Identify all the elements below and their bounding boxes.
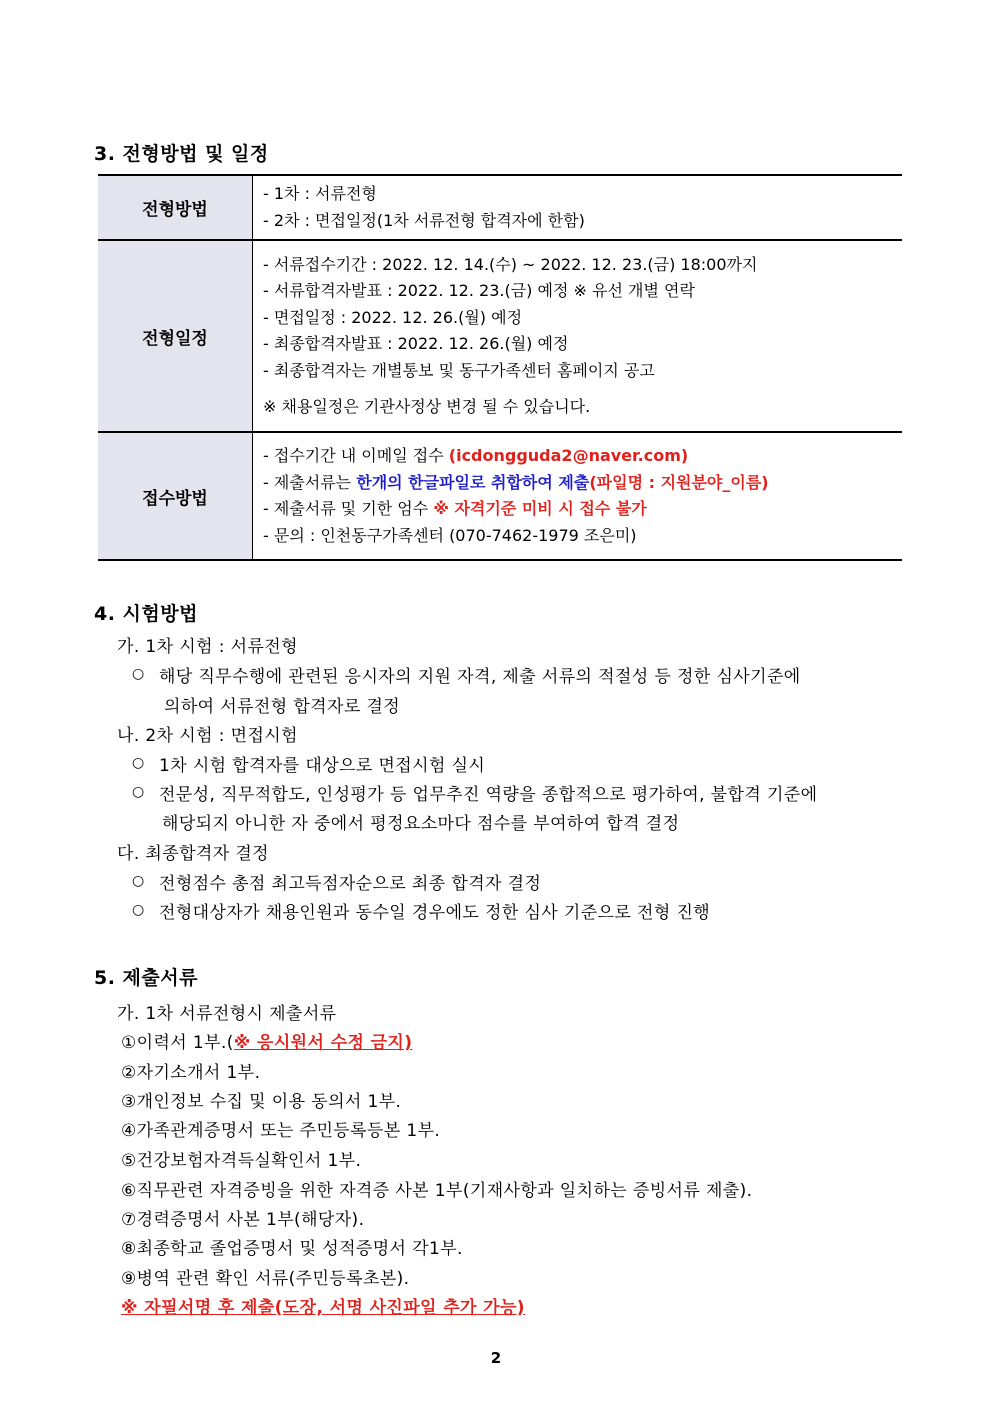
list-item: ⑨병역 관련 확인 서류(주민등록초본).: [121, 1269, 410, 1289]
list-item: ⑥직무관련 자격증빙을 위한 자격증 사본 1부(기재사항과 일치하는 증빙서류 제출).: [121, 1181, 753, 1201]
line-text: - 제출서류는: [263, 472, 357, 492]
row-line: - 문의 : 인천동구가족센터 (070-7462-1979 조은미): [263, 525, 637, 545]
list-item: ⑦경력증명서 사본 1부(해당자).: [121, 1210, 365, 1230]
bullet-circle-icon: ○: [132, 902, 145, 918]
row-line: - 최종합격자는 개별통보 및 동구가족센터 홈페이지 공고: [263, 360, 655, 380]
row-value: [253, 175, 903, 240]
page-number: 2: [490, 1349, 502, 1367]
sub-heading: 가. 1차 시험 : 서류전형: [117, 637, 298, 657]
list-item: ⑤건강보험자격득실확인서 1부.: [121, 1151, 362, 1171]
sub-heading: 다. 최종합격자 결정: [117, 844, 269, 864]
list-item: 의하여 서류전형 합격자로 결정: [164, 697, 401, 717]
table-row: [98, 175, 902, 240]
list-item: ⑧최종학교 졸업증명서 및 성적증명서 각1부.: [121, 1239, 463, 1259]
email-address: (icdongguda2@naver.com): [448, 446, 689, 465]
row-line: [263, 496, 892, 523]
row-label: 접수방법: [98, 432, 253, 560]
final-note: ※ 자필서명 후 제출(도장, 서명 사진파일 추가 가능): [121, 1298, 525, 1318]
row-line: [263, 470, 892, 497]
row-line: - 2차 : 면접일정(1차 서류전형 합격자에 한함): [263, 210, 585, 230]
line-text: - 접수기간 내 이메일 접수: [263, 446, 449, 465]
table-row: [98, 240, 902, 432]
warning-text: ※ 자격기준 미비 시 접수 불가: [433, 499, 647, 518]
bullet-circle-icon: ○: [132, 666, 145, 682]
file-name-rule: (파일명 : 지원분야_이름): [589, 472, 769, 492]
section4-title: 4. 시험방법: [94, 603, 198, 625]
list-item: 전형대상자가 채용인원과 동수일 경우에도 정한 심사 기준으로 전형 진행: [159, 903, 711, 923]
bullet-circle-icon: ○: [132, 784, 145, 800]
sub-heading: 가. 1차 서류전형시 제출서류: [117, 1004, 337, 1024]
row-line: - 1차 : 서류전형: [263, 184, 377, 203]
row-line: [263, 443, 892, 470]
warning-text: ※ 응시원서 수정 금지): [233, 1033, 413, 1053]
list-item: 해당 직무수행에 관련된 응시자의 지원 자격, 제출 서류의 적절성 등 정한 심사기준에: [159, 667, 801, 687]
row-label: 전형방법: [98, 175, 253, 240]
list-item: ④가족관계증명서 또는 주민등록등본 1부.: [121, 1121, 441, 1141]
section3-title: 3. 전형방법 및 일정: [94, 143, 269, 165]
item-text: ①이력서 1부.(: [121, 1033, 234, 1053]
list-item: 1차 시험 합격자를 대상으로 면접시험 실시: [159, 756, 486, 776]
bullet-circle-icon: ○: [132, 755, 145, 771]
bullet-circle-icon: ○: [132, 873, 145, 889]
schedule-note: ※ 채용일정은 기관사정상 변경 될 수 있습니다.: [263, 397, 591, 416]
submission-instruction: 한개의 한글파일로 취합하여 제출: [356, 472, 590, 492]
sub-heading: 나. 2차 시험 : 면접시험: [117, 726, 298, 746]
table-row: [98, 432, 902, 560]
list-item: ③개인정보 수집 및 이용 동의서 1부.: [121, 1092, 402, 1112]
row-line: - 서류접수기간 : 2022. 12. 14.(수) ~ 2022. 12. 23.(금) 18:00까지: [263, 254, 758, 274]
row-line: - 면접일정 : 2022. 12. 26.(월) 예정: [263, 307, 523, 327]
list-item: 전형점수 총점 최고득점자순으로 최종 합격자 결정: [159, 874, 542, 894]
list-item: ②자기소개서 1부.: [121, 1063, 261, 1083]
list-item: 해당되지 아니한 자 중에서 평정요소마다 점수를 부여하여 합격 결정: [162, 814, 680, 834]
list-item: 전문성, 직무적합도, 인성평가 등 업무추진 역량을 종합적으로 평가하여, 불합격 기준에: [159, 785, 818, 805]
row-value: [253, 240, 903, 432]
row-line: - 최종합격자발표 : 2022. 12. 26.(월) 예정: [263, 334, 569, 353]
row-value: [253, 432, 903, 560]
row-label: 전형일정: [98, 240, 253, 432]
row-line: - 서류합격자발표 : 2022. 12. 23.(금) 예정 ※ 유선 개별 연락: [263, 281, 695, 300]
list-item: [121, 1028, 412, 1053]
schedule-table: [98, 174, 902, 561]
section5-title: 5. 제출서류: [94, 967, 198, 989]
line-text: - 제출서류 및 기한 엄수: [263, 499, 434, 518]
